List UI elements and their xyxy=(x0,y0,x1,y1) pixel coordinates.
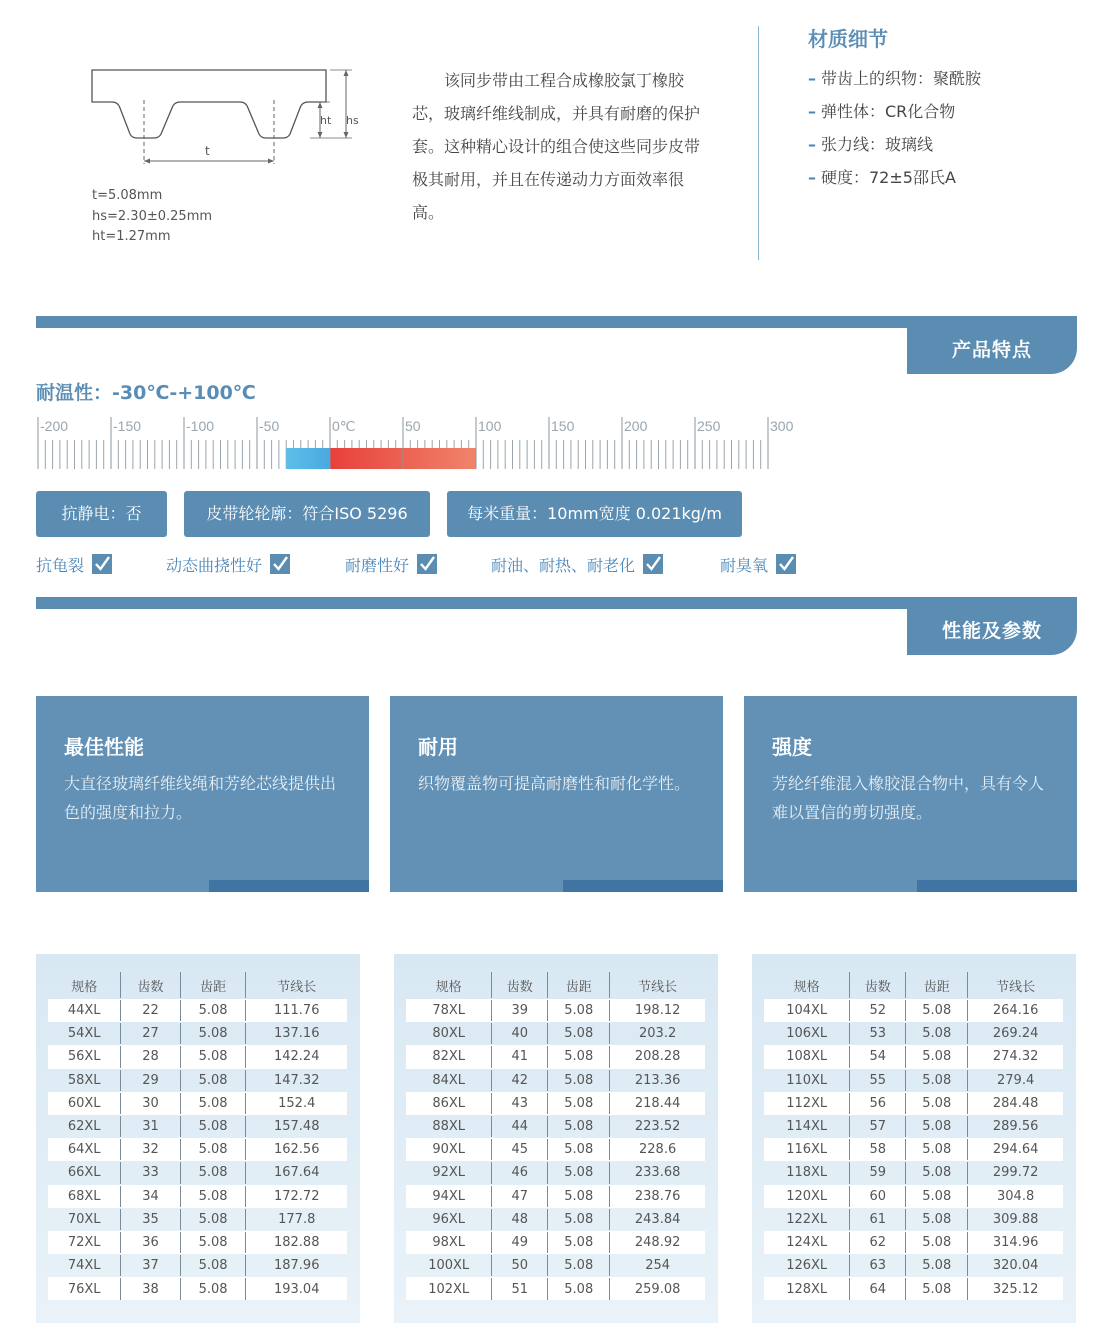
material-item: – 张力线：玻璃线 xyxy=(808,135,934,154)
table-cell: 5.08 xyxy=(906,1138,968,1161)
col-header: 节线长 xyxy=(996,979,1036,995)
table-cell: 5.08 xyxy=(548,1208,610,1231)
section-title-features: 产品特点 xyxy=(907,327,1077,374)
table-cell: 100XL xyxy=(406,1254,492,1277)
table-row xyxy=(406,1231,705,1254)
table-cell: 5.08 xyxy=(548,1022,610,1045)
table-cell: 62 xyxy=(850,1231,906,1254)
dimension-specs xyxy=(92,186,212,248)
table-cell: 66XL xyxy=(48,1161,121,1184)
intro-paragraph: 该同步带由工程合成橡胶氯丁橡胶芯，玻璃纤维线制成，并具有耐磨的保护套。这种精心设计的组合使这些同步皮带极其耐用，并且在传递动力方面效率很高。 xyxy=(412,71,701,222)
section-title-performance: 性能及参数 xyxy=(907,608,1077,655)
table-cell: 33 xyxy=(121,1161,180,1184)
table-cell: 243.84 xyxy=(634,1211,681,1227)
table-cell: 88XL xyxy=(406,1115,492,1138)
feature-card xyxy=(390,696,723,892)
table-cell: 294.64 xyxy=(968,1138,1063,1161)
vertical-divider xyxy=(758,26,759,260)
dash-icon: – xyxy=(808,69,816,88)
table-cell: 177.8 xyxy=(278,1211,316,1227)
table-row xyxy=(406,999,705,1022)
table-cell: 43 xyxy=(492,1092,548,1115)
table-cell: 82XL xyxy=(406,1045,492,1068)
table-cell: 114XL xyxy=(764,1115,850,1138)
table-cell: 5.08 xyxy=(180,1231,246,1254)
table-row xyxy=(406,1254,705,1277)
diagram-ht-label: ht xyxy=(320,114,332,127)
table-cell: 167.64 xyxy=(273,1165,320,1181)
table-cell: 5.08 xyxy=(906,1161,968,1184)
spec-table xyxy=(764,972,1063,1300)
table-cell: 5.08 xyxy=(548,1161,610,1184)
table-cell: 259.08 xyxy=(610,1277,705,1300)
table-row xyxy=(764,1045,1063,1068)
table-cell: 198.12 xyxy=(610,999,705,1022)
table-row xyxy=(48,1161,347,1184)
table-row xyxy=(406,1022,705,1045)
table-cell: 47 xyxy=(492,1185,548,1208)
table-row xyxy=(406,1185,705,1208)
table-cell: 264.16 xyxy=(968,999,1063,1022)
dash-icon: – xyxy=(808,102,816,121)
table-cell: 5.08 xyxy=(180,1115,246,1138)
table-cell: 56 xyxy=(850,1092,906,1115)
table-row xyxy=(48,1069,347,1092)
col-header: 齿距 xyxy=(548,972,610,999)
check-wear-resistant: 耐磨性好 xyxy=(345,553,437,575)
table-cell: 70XL xyxy=(48,1208,121,1231)
col-header: 节线长 xyxy=(277,979,317,995)
table-cell: 320.04 xyxy=(992,1258,1039,1274)
col-header: 规格 xyxy=(406,972,492,999)
table-cell: 76XL xyxy=(48,1277,121,1300)
dim-t: t=5.08mm xyxy=(92,188,163,203)
table-cell: 96XL xyxy=(406,1208,492,1231)
table-cell: 5.08 xyxy=(906,1231,968,1254)
table-cell: 142.24 xyxy=(246,1045,347,1068)
table-cell: 5.08 xyxy=(180,1069,246,1092)
table-cell: 40 xyxy=(492,1022,548,1045)
col-header: 齿数 xyxy=(492,972,548,999)
table-row xyxy=(764,1185,1063,1208)
table-cell: 5.08 xyxy=(548,1231,610,1254)
table-row xyxy=(764,1022,1063,1045)
table-row xyxy=(406,1115,705,1138)
material-item: – 弹性体：CR化合物 xyxy=(808,102,956,121)
feature-card xyxy=(744,696,1077,892)
spec-table-panel xyxy=(752,954,1076,1323)
feature-card xyxy=(36,696,369,892)
table-cell: 213.36 xyxy=(634,1072,681,1088)
checkmark-icon xyxy=(92,554,112,574)
table-cell: 46 xyxy=(492,1161,548,1184)
table-cell: 108XL xyxy=(764,1045,850,1068)
table-cell: 5.08 xyxy=(548,1277,610,1300)
material-list xyxy=(808,66,981,198)
table-cell: 218.44 xyxy=(610,1092,705,1115)
col-header: 齿数 xyxy=(121,972,180,999)
table-cell: 58 xyxy=(850,1138,906,1161)
table-cell: 5.08 xyxy=(906,1022,968,1045)
table-cell: 74XL xyxy=(48,1254,121,1277)
table-row xyxy=(48,1254,347,1277)
table-cell: 193.04 xyxy=(246,1277,347,1300)
table-row xyxy=(406,1161,705,1184)
col-header: 规格 xyxy=(764,972,850,999)
dim-hs: hs=2.30±0.25mm xyxy=(92,208,213,224)
table-cell: 5.08 xyxy=(906,1069,968,1092)
checkmark-icon xyxy=(417,554,437,574)
table-row xyxy=(48,1022,347,1045)
card-title: 强度 xyxy=(772,735,812,759)
info-pulley-profile: 皮带轮轮廓：符合ISO 5296 xyxy=(184,491,430,537)
check-ozone-resistant: 耐臭氧 xyxy=(720,553,796,575)
table-cell: 54 xyxy=(850,1045,906,1068)
table-row xyxy=(48,1208,347,1231)
table-row xyxy=(48,1115,347,1138)
temperature-scale xyxy=(36,414,794,474)
table-cell: 5.08 xyxy=(180,1161,246,1184)
material-item: – 硬度：72±5邵氏A xyxy=(808,168,956,187)
table-cell: 152.4 xyxy=(246,1092,347,1115)
table-cell: 48 xyxy=(492,1208,548,1231)
table-cell: 5.08 xyxy=(548,1254,610,1277)
card-accent xyxy=(917,880,1077,892)
table-cell: 5.08 xyxy=(180,1185,246,1208)
diagram-hs-label: hs xyxy=(346,114,359,127)
card-title: 最佳性能 xyxy=(64,735,144,759)
col-header: 节线长 xyxy=(638,979,678,995)
table-cell: 44 xyxy=(492,1115,548,1138)
check-oil-heat-aging: 耐油、耐热、耐老化 xyxy=(491,553,663,575)
table-cell: 53 xyxy=(850,1022,906,1045)
scale-tick-label: 250 xyxy=(697,418,721,434)
table-cell: 137.16 xyxy=(273,1026,320,1042)
table-row xyxy=(764,1138,1063,1161)
scale-tick-label: 150 xyxy=(551,418,575,434)
col-header: 齿数 xyxy=(850,972,906,999)
table-cell: 49 xyxy=(492,1231,548,1254)
table-cell: 56XL xyxy=(48,1045,121,1068)
scale-tick-label: 300 xyxy=(770,418,794,434)
table-row xyxy=(48,1138,347,1161)
table-cell: 5.08 xyxy=(548,1185,610,1208)
table-cell: 274.32 xyxy=(968,1045,1063,1068)
table-cell: 5.08 xyxy=(548,999,610,1022)
table-cell: 5.08 xyxy=(180,1254,246,1277)
table-cell: 5.08 xyxy=(180,999,246,1022)
table-cell: 110XL xyxy=(764,1069,850,1092)
table-cell: 34 xyxy=(121,1185,180,1208)
table-cell: 203.2 xyxy=(639,1026,677,1042)
table-cell: 94XL xyxy=(406,1185,492,1208)
table-row xyxy=(48,1185,347,1208)
table-cell: 299.72 xyxy=(992,1165,1039,1181)
table-cell: 51 xyxy=(492,1277,548,1300)
scale-tick-label: 200 xyxy=(624,418,648,434)
card-text: 大直径玻璃纤维线绳和芳纶芯线提供出色的强度和拉力。 xyxy=(64,774,337,822)
info-weight: 每米重量：10mm宽度 0.021kg/m xyxy=(447,491,742,537)
table-cell: 5.08 xyxy=(906,1092,968,1115)
table-row xyxy=(48,999,347,1022)
table-cell: 5.08 xyxy=(906,1208,968,1231)
table-cell: 5.08 xyxy=(180,1277,246,1300)
table-cell: 223.52 xyxy=(634,1119,681,1135)
table-cell: 62XL xyxy=(48,1115,121,1138)
table-cell: 64 xyxy=(850,1277,906,1300)
table-row xyxy=(406,1208,705,1231)
checkmark-icon xyxy=(270,554,290,574)
table-cell: 325.12 xyxy=(968,1277,1063,1300)
table-cell: 5.08 xyxy=(180,1138,246,1161)
checkmark-icon xyxy=(776,554,796,574)
table-cell: 68XL xyxy=(48,1185,121,1208)
table-cell: 102XL xyxy=(406,1277,492,1300)
table-cell: 5.08 xyxy=(906,1185,968,1208)
table-cell: 208.28 xyxy=(610,1045,705,1068)
table-cell: 5.08 xyxy=(548,1138,610,1161)
table-cell: 106XL xyxy=(764,1022,850,1045)
table-cell: 45 xyxy=(492,1138,548,1161)
table-cell: 5.08 xyxy=(548,1069,610,1092)
scale-tick-label: 0℃ xyxy=(332,418,356,434)
table-row xyxy=(764,1161,1063,1184)
range-cold-bar xyxy=(286,448,330,469)
table-cell: 5.08 xyxy=(906,1115,968,1138)
col-header: 规格 xyxy=(48,972,121,999)
table-row xyxy=(406,1069,705,1092)
table-cell: 5.08 xyxy=(906,999,968,1022)
table-cell: 80XL xyxy=(406,1022,492,1045)
table-cell: 32 xyxy=(121,1138,180,1161)
table-cell: 60 xyxy=(850,1185,906,1208)
dash-icon: – xyxy=(808,168,816,187)
col-header: 齿距 xyxy=(906,972,968,999)
table-row xyxy=(48,1231,347,1254)
table-row xyxy=(764,1277,1063,1300)
table-cell: 248.92 xyxy=(610,1231,705,1254)
table-cell: 52 xyxy=(850,999,906,1022)
table-cell: 5.08 xyxy=(906,1254,968,1277)
table-cell: 5.08 xyxy=(906,1045,968,1068)
table-cell: 41 xyxy=(492,1045,548,1068)
table-row xyxy=(764,999,1063,1022)
diagram-t-label: t xyxy=(205,144,210,158)
material-title: 材质细节 xyxy=(808,27,888,51)
table-cell: 182.88 xyxy=(246,1231,347,1254)
table-row xyxy=(764,1254,1063,1277)
scale-tick-label: -50 xyxy=(259,418,280,434)
table-cell: 147.32 xyxy=(273,1072,320,1088)
dim-ht: ht=1.27mm xyxy=(92,229,171,244)
card-accent xyxy=(563,880,723,892)
table-cell: 22 xyxy=(121,999,180,1022)
table-cell: 31 xyxy=(121,1115,180,1138)
table-cell: 233.68 xyxy=(634,1165,681,1181)
scale-tick-label: 100 xyxy=(478,418,502,434)
table-cell: 128XL xyxy=(764,1277,850,1300)
table-cell: 98XL xyxy=(406,1231,492,1254)
table-cell: 38 xyxy=(121,1277,180,1300)
table-cell: 172.72 xyxy=(246,1185,347,1208)
table-row xyxy=(764,1231,1063,1254)
table-cell: 72XL xyxy=(48,1231,121,1254)
spec-table xyxy=(406,972,705,1300)
table-cell: 112XL xyxy=(764,1092,850,1115)
table-cell: 44XL xyxy=(48,999,121,1022)
table-cell: 162.56 xyxy=(246,1138,347,1161)
scale-tick-label: -150 xyxy=(113,418,142,434)
table-cell: 5.08 xyxy=(548,1045,610,1068)
table-cell: 55 xyxy=(850,1069,906,1092)
card-text: 芳纶纤维混入橡胶混合物中，具有令人难以置信的剪切强度。 xyxy=(772,774,1045,822)
table-row xyxy=(48,1092,347,1115)
table-cell: 36 xyxy=(121,1231,180,1254)
table-cell: 5.08 xyxy=(548,1092,610,1115)
material-item: – 带齿上的织物：聚酰胺 xyxy=(808,69,982,88)
table-cell: 254 xyxy=(645,1258,671,1274)
table-cell: 5.08 xyxy=(180,1092,246,1115)
table-row xyxy=(764,1208,1063,1231)
table-cell: 27 xyxy=(121,1022,180,1045)
table-row xyxy=(764,1069,1063,1092)
table-cell: 126XL xyxy=(764,1254,850,1277)
table-cell: 90XL xyxy=(406,1138,492,1161)
table-cell: 238.76 xyxy=(610,1185,705,1208)
temperature-title: 耐温性：-30℃-+100℃ xyxy=(36,382,256,404)
table-cell: 78XL xyxy=(406,999,492,1022)
table-row xyxy=(406,1092,705,1115)
checkmark-icon xyxy=(643,554,663,574)
table-cell: 28 xyxy=(121,1045,180,1068)
col-header: 齿距 xyxy=(180,972,246,999)
card-accent xyxy=(209,880,369,892)
table-cell: 29 xyxy=(121,1069,180,1092)
table-cell: 60XL xyxy=(48,1092,121,1115)
table-cell: 5.08 xyxy=(180,1045,246,1068)
table-cell: 269.24 xyxy=(992,1026,1039,1042)
table-row xyxy=(764,1092,1063,1115)
table-cell: 116XL xyxy=(764,1138,850,1161)
card-title: 耐用 xyxy=(418,735,458,759)
table-cell: 61 xyxy=(850,1208,906,1231)
card-text: 织物覆盖物可提高耐磨性和耐化学性。 xyxy=(418,774,691,793)
table-cell: 104XL xyxy=(764,999,850,1022)
table-cell: 63 xyxy=(850,1254,906,1277)
table-cell: 39 xyxy=(492,999,548,1022)
table-cell: 111.76 xyxy=(246,999,347,1022)
table-row xyxy=(764,1115,1063,1138)
table-row xyxy=(48,1277,347,1300)
table-cell: 59 xyxy=(850,1161,906,1184)
table-cell: 37 xyxy=(121,1254,180,1277)
table-cell: 279.4 xyxy=(997,1072,1035,1088)
table-cell: 64XL xyxy=(48,1138,121,1161)
table-cell: 30 xyxy=(121,1092,180,1115)
dash-icon: – xyxy=(808,135,816,154)
table-cell: 92XL xyxy=(406,1161,492,1184)
check-crack-resistant: 抗龟裂 xyxy=(36,553,112,575)
table-row xyxy=(48,1045,347,1068)
table-cell: 304.8 xyxy=(968,1185,1063,1208)
table-cell: 84XL xyxy=(406,1069,492,1092)
table-cell: 86XL xyxy=(406,1092,492,1115)
table-cell: 50 xyxy=(492,1254,548,1277)
scale-tick-label: -100 xyxy=(186,418,215,434)
table-cell: 284.48 xyxy=(968,1092,1063,1115)
table-row xyxy=(406,1138,705,1161)
table-cell: 5.08 xyxy=(906,1277,968,1300)
table-cell: 228.6 xyxy=(610,1138,705,1161)
scale-tick-label: 50 xyxy=(405,418,421,434)
table-cell: 5.08 xyxy=(180,1022,246,1045)
table-cell: 157.48 xyxy=(273,1119,320,1135)
table-cell: 314.96 xyxy=(968,1231,1063,1254)
spec-table-panel xyxy=(394,954,718,1323)
table-cell: 54XL xyxy=(48,1022,121,1045)
table-row xyxy=(406,1045,705,1068)
table-cell: 120XL xyxy=(764,1185,850,1208)
info-antistatic: 抗静电：否 xyxy=(36,491,167,537)
table-cell: 58XL xyxy=(48,1069,121,1092)
check-flex-fatigue: 动态曲挠性好 xyxy=(166,553,290,575)
table-cell: 5.08 xyxy=(180,1208,246,1231)
table-cell: 35 xyxy=(121,1208,180,1231)
table-row xyxy=(406,1277,705,1300)
table-cell: 187.96 xyxy=(273,1258,320,1274)
table-cell: 309.88 xyxy=(992,1211,1039,1227)
scale-tick-label: -200 xyxy=(40,418,69,434)
spec-table xyxy=(48,972,347,1300)
table-cell: 42 xyxy=(492,1069,548,1092)
spec-table-panel xyxy=(36,954,360,1323)
table-cell: 122XL xyxy=(764,1208,850,1231)
table-cell: 118XL xyxy=(764,1161,850,1184)
table-cell: 57 xyxy=(850,1115,906,1138)
table-cell: 124XL xyxy=(764,1231,850,1254)
table-cell: 289.56 xyxy=(992,1119,1039,1135)
table-cell: 5.08 xyxy=(548,1115,610,1138)
